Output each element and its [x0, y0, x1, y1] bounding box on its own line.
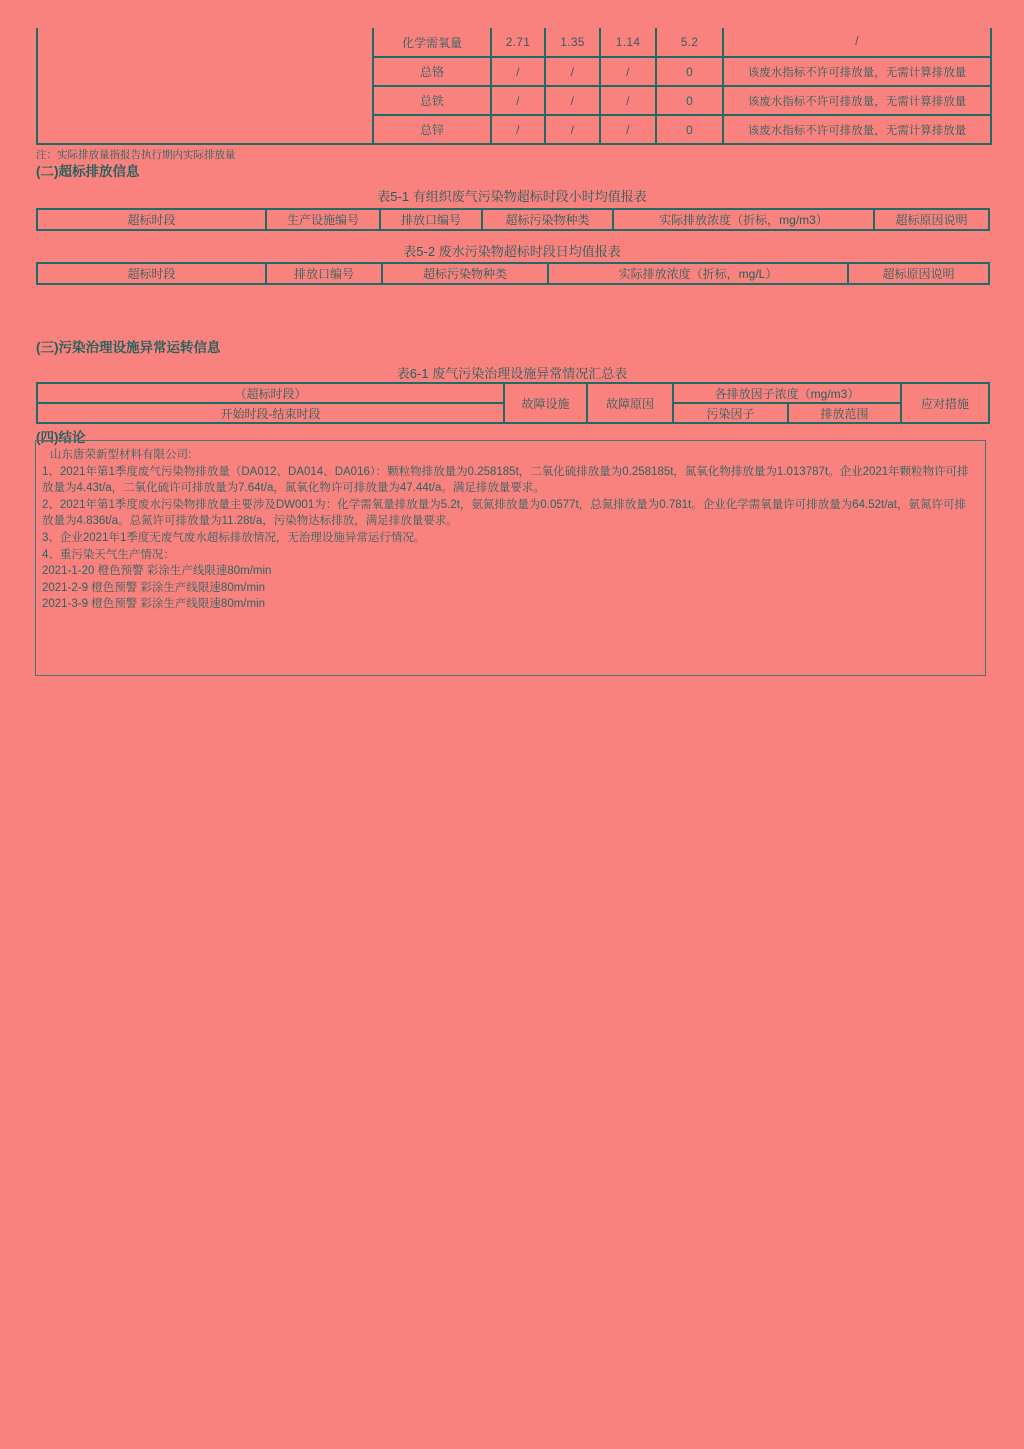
value-cell: / [491, 57, 545, 86]
header-cell-range: 排放范围 [788, 403, 901, 423]
value-cell: 2.71 [491, 28, 545, 57]
header-cell-factor-group: 各排放因子浓度（mg/m3） [673, 383, 901, 403]
wastewater-emissions-table [36, 28, 992, 145]
weather-production-line: 2021-3-9 橙色预警 彩涂生产线限速80m/min [42, 598, 266, 611]
remark-cell: 该废水指标不许可排放量，无需计算排放量 [723, 86, 991, 115]
value-cell: 0 [656, 57, 723, 86]
conclusion-paragraph: 3、企业2021年1季度无废气废水超标排放情况，无治理设施异常运行情况。 [42, 531, 426, 544]
conclusion-paragraph: 2、2021年第1季度废水污染物排放量主要涉及DW001为：化学需氧量排放量为5.2t，氨氮排放量为0.0577t，总氮排放量为0.781t。企业化学需氧量许可排放量为64.52t/at，氨氮许可排放量为4.836t/a。总氮许可排放量为11.28t/a，污染物达标排放，满足排放量要求。 [42, 498, 966, 528]
header-cell: 超标污染物种类 [382, 263, 548, 284]
header-cell-measures: 应对措施 [901, 383, 989, 423]
header-cell: 超标时段 [37, 209, 266, 230]
remark-cell: / [723, 28, 991, 57]
header-row [37, 209, 989, 230]
weather-production-line: 2021-2-9 橙色预警 彩涂生产线限速80m/min [42, 581, 266, 594]
section-heading-exceedance: (二)超标排放信息 [36, 164, 140, 179]
header-cell-overtime: （超标时段） [37, 383, 504, 403]
conclusion-paragraph: 1、2021年第1季度废气污染物排放量（DA012、DA014、DA016）：颗粒物排放量为0.258185t，二氧化硫排放量为0.258185t，氮氧化物排放量为1.013787t。企业2021年颗粒物许可排放量为4.43t/a，二氧化硫许可排放量为7.64t/a，氮氧化物许可排放量为47.44t/a。满足排放量要求。 [42, 465, 969, 495]
value-cell: / [600, 57, 656, 86]
value-cell: / [600, 86, 656, 115]
remark-cell: 该废水指标不许可排放量，无需计算排放量 [723, 115, 991, 144]
value-cell: 5.2 [656, 28, 723, 57]
header-cell: 实际排放浓度（折标，mg/m3） [613, 209, 874, 230]
pollutant-name-cell: 化学需氧量 [373, 28, 491, 57]
table-footnote: 注：实际排放量指报告执行期内实际排放量 [36, 149, 236, 161]
table-6-1-title: 表6-1 废气污染治理设施异常情况汇总表 [396, 366, 628, 381]
header-cell-fault-reason: 故障原因 [587, 383, 673, 423]
table-5-2-title: 表5-2 废水污染物超标时段日均值报表 [403, 244, 621, 259]
value-cell: 1.14 [600, 28, 656, 57]
pollutant-name-cell: 总铁 [373, 86, 491, 115]
weather-production-line: 2021-1-20 橙色预警 彩涂生产线限速80m/min [42, 565, 272, 578]
value-cell: 0 [656, 115, 723, 144]
header-cell: 生产设施编号 [266, 209, 380, 230]
company-name: 山东唐荣新型材料有限公司: [50, 449, 192, 461]
header-row [37, 263, 989, 284]
header-cell-factor: 污染因子 [673, 403, 788, 423]
header-cell: 实际排放浓度（折标，mg/L） [548, 263, 848, 284]
header-row [37, 383, 989, 403]
header-cell: 超标原因说明 [848, 263, 989, 284]
conclusion-paragraph: 4、重污染天气生产情况： [42, 548, 175, 561]
table-5-1-title: 表5-1 有组织废气污染物超标时段小时均值报表 [377, 189, 647, 204]
table-5-1 [36, 208, 990, 231]
section-heading-abnormal-operation: (三)污染治理设施异常运转信息 [36, 340, 221, 355]
conclusion-box [35, 440, 986, 676]
table-row [37, 28, 991, 57]
header-cell: 超标原因说明 [874, 209, 989, 230]
pollutant-name-cell: 总铬 [373, 57, 491, 86]
pollutant-name-cell: 总锌 [373, 115, 491, 144]
merged-left-cell [37, 28, 373, 144]
value-cell: / [491, 115, 545, 144]
value-cell: 1.35 [545, 28, 600, 57]
remark-cell: 该废水指标不许可排放量，无需计算排放量 [723, 57, 991, 86]
header-cell: 排放口编号 [380, 209, 482, 230]
value-cell: / [491, 86, 545, 115]
table-5-2 [36, 262, 990, 285]
header-cell: 超标污染物种类 [482, 209, 613, 230]
value-cell: / [545, 57, 600, 86]
value-cell: / [600, 115, 656, 144]
value-cell: 0 [656, 86, 723, 115]
header-cell-fault-facility: 故障设施 [504, 383, 587, 423]
section-heading-conclusion: (四)结论 [36, 430, 86, 445]
value-cell: / [545, 86, 600, 115]
header-cell: 排放口编号 [266, 263, 382, 284]
header-cell-period: 开始时段-结束时段 [37, 403, 504, 423]
header-cell: 超标时段 [37, 263, 266, 284]
value-cell: / [545, 115, 600, 144]
table-6-1 [36, 382, 990, 424]
